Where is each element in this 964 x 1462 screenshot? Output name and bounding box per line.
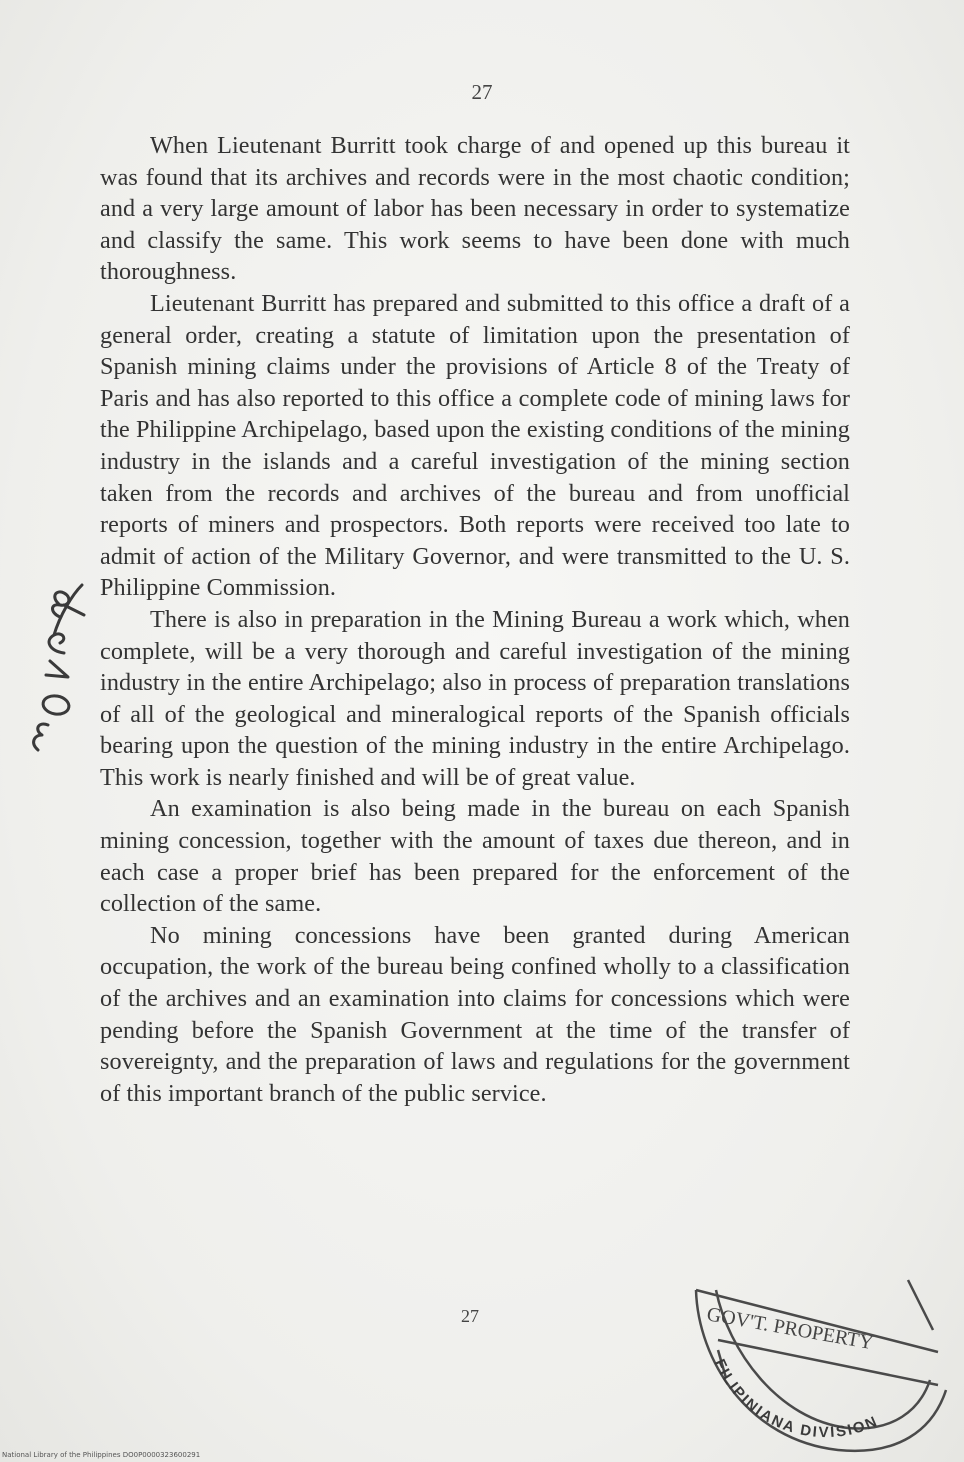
handwritten-margin-note <box>20 575 100 755</box>
page-number-bottom: 27 <box>461 1306 479 1326</box>
stamp-bottom-text: FILIPINIANA DIVISION <box>710 1356 882 1442</box>
paragraph-3: There is also in preparation in the Mining Bureau a work which, when complete, will be a very thorough and careful investigation of the mining industry in the entire Archipelago; also in process of preparation translations of all of the geological and mineralogical reports of the Spanish officials bearing upon the question of the mining industry in the entire Archipelago. This work is nearly finished and will be of great value. <box>100 605 850 791</box>
page-number-top: 27 <box>471 80 493 104</box>
paragraph-2: Lieutenant Burritt has prepared and submitted to this office a draft of a general order, creating a statute of limitation upon the presentation of Spanish mining claims under the provisions of Article 8 of the Treaty of Paris and has also reported to this office a complete code of mining laws for the Philippine Archipelago, based upon the existing conditions of the mining industry in the islands and a careful investigation of the mining section taken from the records and archives of the bureau and from unofficial reports of miners and prospectors. Both reports were received too late to admit of action of the Military Governor, and were transmitted to the U. S. Philippine Commission. <box>100 289 850 602</box>
paragraph-5: No mining concessions have been granted during American occupation, the work of the bureau being confined wholly to a classification of the archives and an examination into claims for concessions which were pending before the Spanish Government at the time of the transfer of sovereignty, and the preparation of laws and regulations for the government of this important branch of the public service. <box>100 921 850 1107</box>
library-stamp <box>688 1270 958 1460</box>
stamp-top-text: GOV'T. PROPERTY <box>705 1303 876 1355</box>
paragraph-1: When Lieutenant Burritt took charge of and opened up this bureau it was found that its archives and records were in the most chaotic condition; and a very large amount of labor has been necessary in order to systematize and classify the same. This work seems to have been done with much thoroughness. <box>100 132 850 286</box>
body-text <box>100 130 850 1109</box>
paragraph-4: An examination is also being made in the bureau on each Spanish mining concession, together with the amount of taxes due thereon, and in each case a proper brief has been prepared for the enforcement of the collection of the same. <box>100 795 850 918</box>
footer-credit: National Library of the Philippines DO0P0000323600291 <box>2 1451 201 1459</box>
